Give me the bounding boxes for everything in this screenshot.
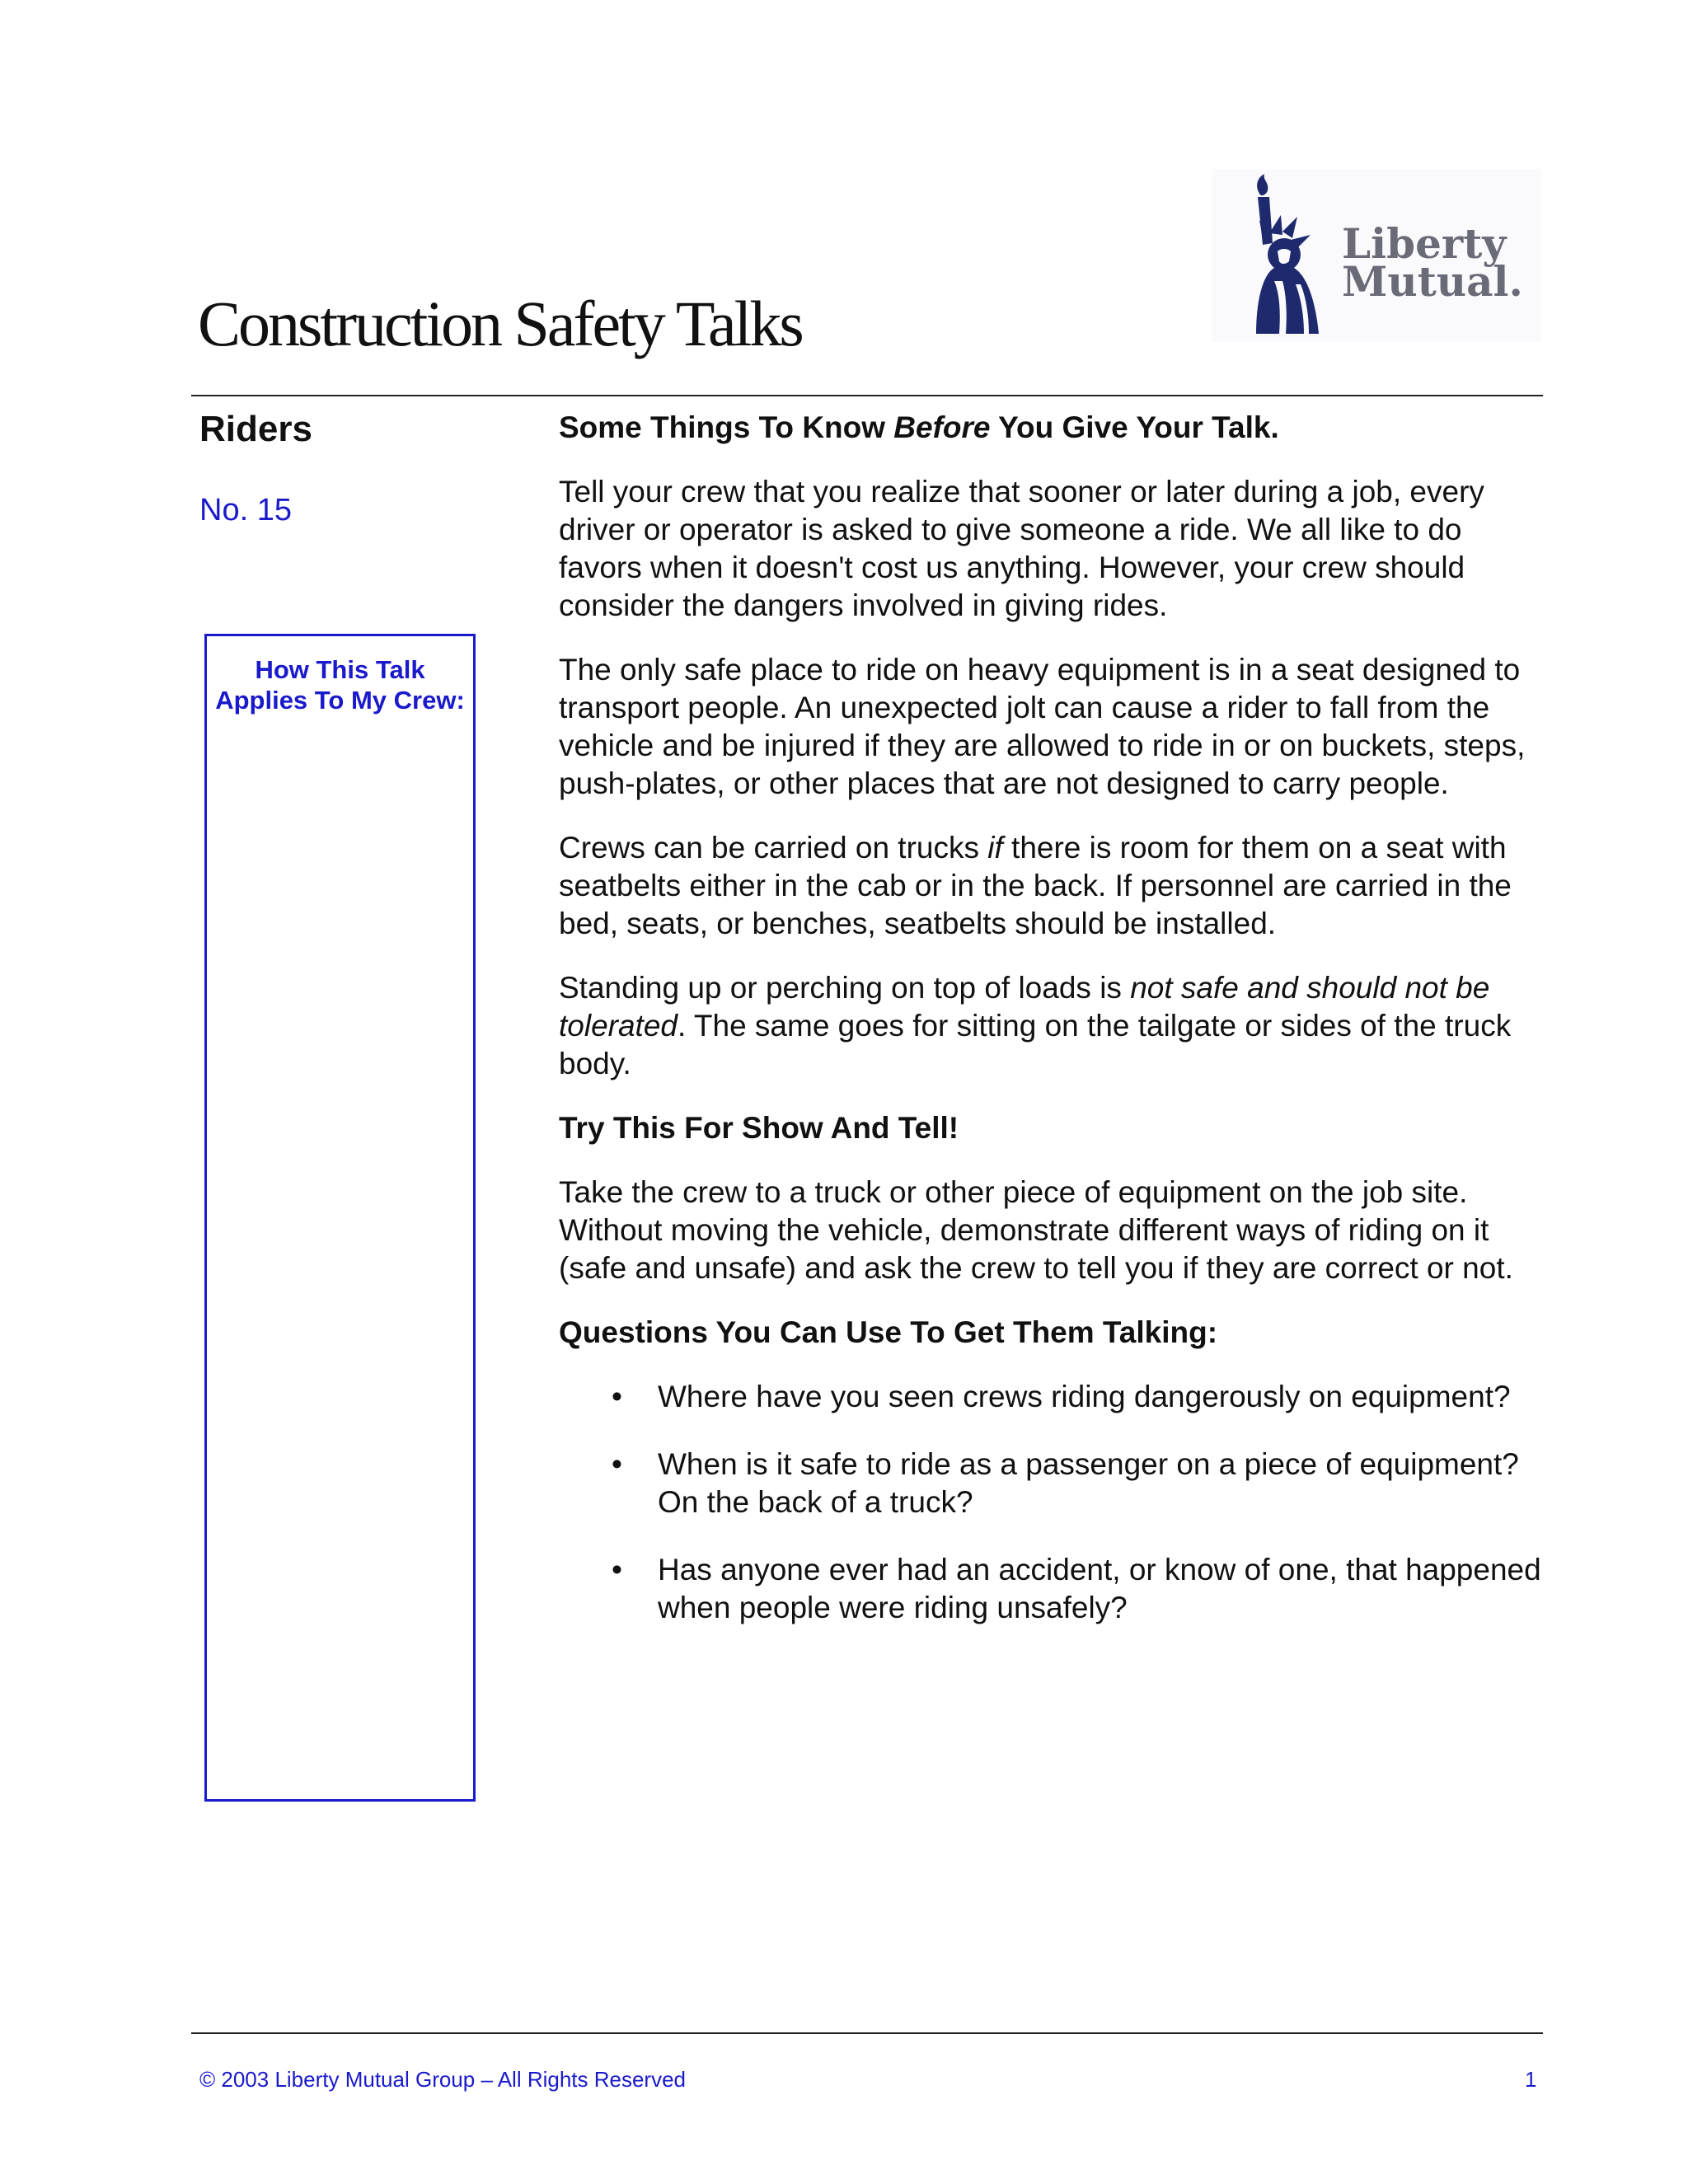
paragraph-text-prefix: Crews can be carried on trucks [559,831,988,865]
paragraph-emphasis: not safe and should not be tolerated [559,971,1490,1043]
document-title: Construction Safety Talks [198,288,802,359]
heading-emphasis: Before [893,410,991,444]
question-list [559,1378,1548,1627]
crew-notes-label: How This Talk Applies To My Crew: [215,655,465,715]
question-item [559,1446,1548,1521]
section-heading-questions: Questions You Can Use To Get Them Talking: [559,1315,1218,1349]
footer-divider [191,2032,1543,2034]
section-heading-show-and-tell: Try This For Show And Tell! [559,1111,959,1145]
question-text: Where have you seen crews riding dangerously on equipment? [658,1380,1511,1413]
logo-wordmark-line2: Mutual. [1342,257,1523,306]
page-number: 1 [1525,2067,1537,2092]
paragraph-text-suffix: there is room for them on a seat with seatbelts either in the cab or in the back. If personnel are carried in the bed, seats, or benches, seatbelts should be installed. [559,831,1512,940]
question-text: When is it safe to ride as a passenger on a piece of equipment? On the back of a truck? [658,1447,1519,1519]
header-divider [191,395,1543,396]
crew-notes-box [204,634,476,1802]
question-item [559,1378,1548,1416]
liberty-mutual-logo [1212,169,1541,342]
talk-content [559,409,1548,1657]
paragraph-demonstration: Take the crew to a truck or other piece of equipment on the job site. Without moving the vehicle, demonstrate different ways of riding on it (safe and unsafe) and ask the crew to tell you if they are correct or not. [559,1175,1513,1285]
bullet-icon: • [612,1553,622,1586]
logo-wordmark-line1: Liberty [1342,219,1507,268]
paragraph-intro: Tell your crew that you realize that sooner or later during a job, every driver or operator is asked to give someone a ride. We all like to do favors when it doesn't cost us anything. However, your crew should consider the dangers involved in giving rides. [559,475,1484,622]
section-heading-before-talk [559,409,1548,447]
paragraph-text-suffix: . The same goes for sitting on the tailgate or sides of the truck body. [559,1009,1512,1080]
paragraph-text-prefix: Standing up or perching on top of loads is [559,971,1131,1005]
heading-text-suffix: You Give Your Talk. [990,410,1279,444]
question-item [559,1551,1548,1627]
bullet-icon: • [612,1380,622,1413]
talk-topic: Riders [199,409,312,449]
copyright-notice: © 2003 Liberty Mutual Group – All Rights Reserved [199,2067,687,2092]
heading-text-prefix: Some Things To Know [559,410,894,444]
logo-wordmark [1342,219,1523,306]
paragraph-safe-seating: The only safe place to ride on heavy equipment is in a seat designed to transport people. An unexpected jolt can cause a rider to fall from the vehicle and be injured if they are allowed to ride in or on buckets, steps, push-plates, or other places that are not designed to carry people. [559,653,1526,800]
bullet-icon: • [612,1447,622,1481]
question-text: Has anyone ever had an accident, or know of one, that happened when people were riding unsafely? [658,1553,1541,1624]
paragraph-loads [559,969,1548,1083]
talk-number: No. 15 [199,493,292,527]
paragraph-trucks [559,829,1548,943]
paragraph-emphasis: if [987,831,1003,865]
statue-of-liberty-icon [1212,169,1335,342]
